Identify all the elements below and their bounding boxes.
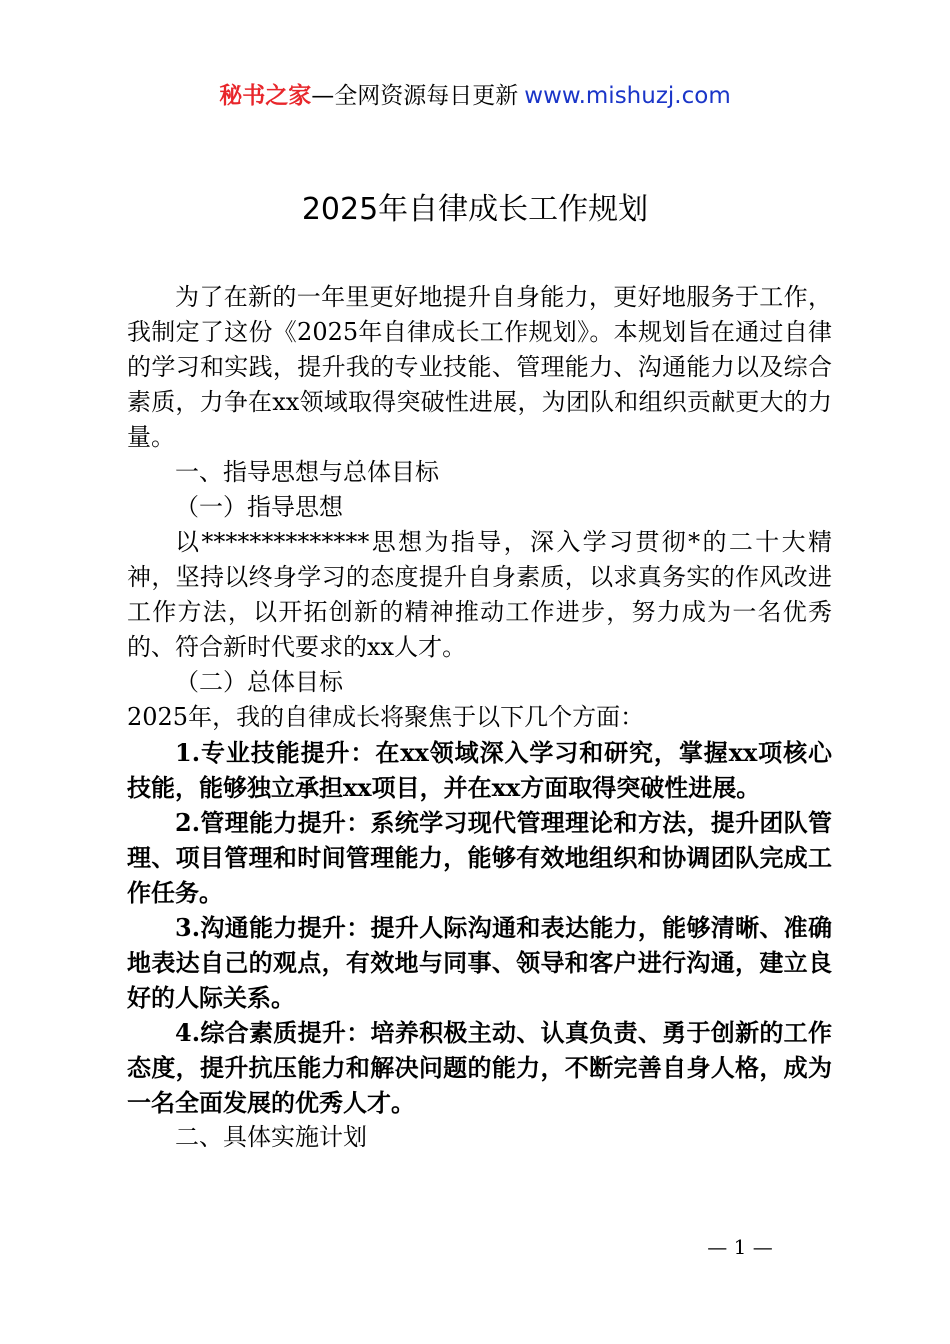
- goal-item-3: 3.沟通能力提升：提升人际沟通和表达能力，能够清晰、准确地表达自己的观点，有效地与同事、领导和客户进行沟通，建立良好的人际关系。: [127, 913, 832, 1012]
- goal-item-2: 2.管理能力提升：系统学习现代管理理论和方法，提升团队管理、项目管理和时间管理能力，能够有效地组织和协调团队完成工作任务。: [127, 808, 832, 907]
- goal-item-1: 1.专业技能提升：在xx领域深入学习和研究，掌握xx项核心技能，能够独立承担xx项目，并在xx方面取得突破性进展。: [127, 738, 832, 802]
- section-heading-1: 一、指导思想与总体目标: [175, 458, 439, 486]
- document-body: [127, 280, 832, 1155]
- brand-name: 秘书之家: [219, 83, 312, 109]
- subsection-heading-1: （一）指导思想: [175, 493, 343, 521]
- site-url[interactable]: www.mishuzj.com: [524, 83, 731, 109]
- goal-item-4: 4.综合素质提升：培养积极主动、认真负责、勇于创新的工作态度，提升抗压能力和解决问题的能力，不断完善自身人格，成为一名全面发展的优秀人才。: [127, 1018, 832, 1117]
- intro-paragraph: 为了在新的一年里更好地提升自身能力，更好地服务于工作，我制定了这份《2025年自律成长工作规划》。本规划旨在通过自律的学习和实践，提升我的专业技能、管理能力、沟通能力以及综合素质，力争在xx领域取得突破性进展，为团队和组织贡献更大的力量。: [127, 283, 832, 451]
- header-slogan: —全网资源每日更新: [311, 83, 519, 109]
- guiding-ideology-paragraph: 以**************思想为指导，深入学习贯彻*的二十大精神，坚持以终身学习的态度提升自身素质，以求真务实的作风改进工作方法，以开拓创新的精神推动工作进步，努力成为一名优秀的、符合新时代要求的xx人才。: [127, 528, 832, 661]
- goals-intro-paragraph: 2025年，我的自律成长将聚焦于以下几个方面：: [127, 703, 645, 731]
- site-header: [0, 80, 950, 112]
- document-title: 2025年自律成长工作规划: [301, 192, 649, 227]
- page-number: — 1 —: [707, 1235, 773, 1259]
- subsection-heading-2: （二）总体目标: [175, 668, 343, 696]
- section-heading-2: 二、具体实施计划: [175, 1123, 367, 1151]
